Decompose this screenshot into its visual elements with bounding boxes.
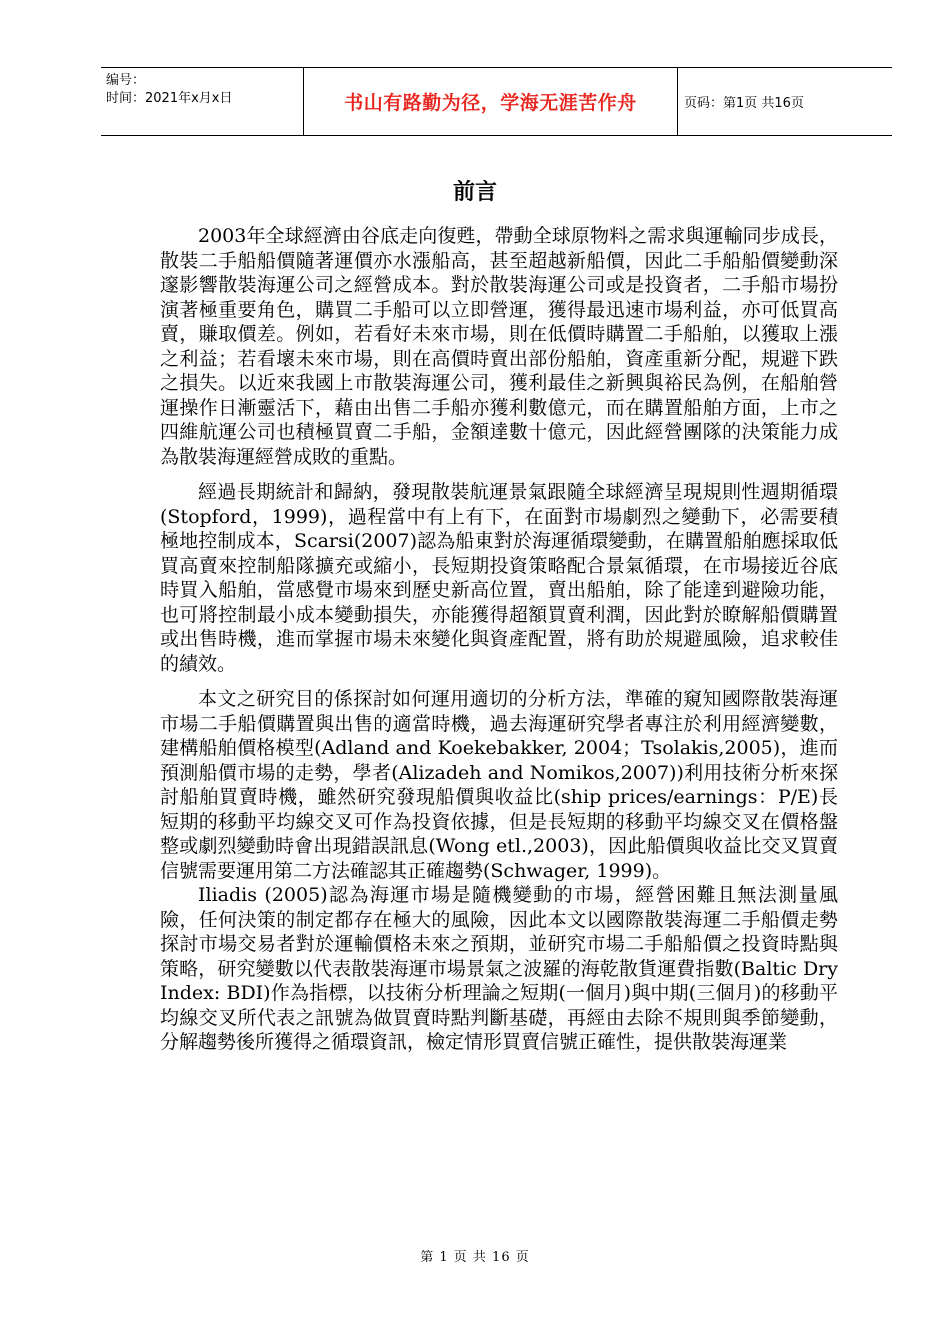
document-time-label: 时间：2021年x月x日 xyxy=(106,91,233,106)
header-bottom-rule xyxy=(101,135,892,136)
paragraph: 經過長期統計和歸納，發現散裝航運景氣跟隨全球經濟呈現規則性週期循環(Stopford，1999)，過程當中有上有下，在面對市場劇烈之變動下，必需要積極地控制成本，Scarsi(2007)認為船東對於海運循環變動，在購置船舶應採取低買高賣來控制船隊擴充或縮小，長短期投資策略配合景氣循環，在市場接近谷底時買入船舶，當感覺市場來到歷史新高位置，賣出船舶，除了能達到避險功能，也可將控制最小成本變動損失，亦能獲得超額買賣利潤，因此對於瞭解船價購置或出售時機，進而掌握市場未來變化與資產配置，將有助於規避風險，追求較佳的績效。 xyxy=(160,481,838,675)
header-motto: 书山有路勤为径，学海无涯苦作舟 xyxy=(344,92,637,114)
document-body xyxy=(160,224,838,1055)
header-divider xyxy=(677,68,678,135)
paragraph: Iliadis (2005)認為海運市場是隨機變動的市場，經營困難且無法測量風險，任何決策的制定都存在極大的風險，因此本文以國際散裝海運二手船價走勢探討市場交易者對於運輸價格未來之預期，並研究市場二手船船價之投資時點與策略，研究變數以代表散裝海運市場景氣之波羅的海乾散貨運費指數(Baltic Dry Index: BDI)作為指標，以技術分析理論之短期(一個月)與中期(三個月)的移動平均線交叉所代表之訊號為做買賣時點判斷基礎，再經由去除不規則與季節變動，分解趨勢後所獲得之循環資訊，檢定情形買賣信號正確性，提供散裝海運業 xyxy=(160,884,838,1053)
page-footer: 第 1 页 共 16 页 xyxy=(420,1250,530,1265)
document-number-label: 编号： xyxy=(106,73,146,88)
page-title: 前言 xyxy=(452,179,497,205)
paragraph: 2003年全球經濟由谷底走向復甦，帶動全球原物料之需求與運輸同步成長，散裝二手船船價隨著運價亦水漲船高，甚至超越新船價，因此二手船船價變動深邃影響散裝海運公司之經營成本。對於散裝海運公司或是投資者，二手船市場扮演著極重要角色，購買二手船可以立即營運，獲得最迅速市場利益，亦可低買高賣，賺取價差。例如，若看好未來市場，則在低價時購置二手船舶，以獲取上漲之利益；若看壞未來市場，則在高價時賣出部份船舶，資產重新分配，規避下跌之損失。以近來我國上市散裝海運公司，獲利最佳之新興與裕民為例，在船舶營運操作日漸靈活下，藉由出售二手船亦獲利數億元，而在購置船舶方面，上市之四維航運公司也積極買賣二手船，金額達數十億元，因此經營團隊的決策能力成為散裝海運經營成敗的重點。 xyxy=(160,225,838,468)
header-meta xyxy=(106,72,232,108)
paragraph: 本文之研究目的係探討如何運用適切的分析方法，準確的窺知國際散裝海運市場二手船價購置與出售的適當時機，過去海運研究學者專注於利用經濟變數，建構船舶價格模型(Adland and Koekebakker, 2004；Tsolakis,2005)，進而預測船價市場的走勢，學者(Alizadeh and Nomikos,2007))利用技術分析來探討船舶買賣時機，雖然研究發現船價與收益比(ship prices/earnings：P/E)長短期的移動平均線交叉可作為投資依據，但是長短期的移動平均線交叉在價格盤整或劇烈變動時會出現錯誤訊息(Wong etl.,2003)，因此船價與收益比交叉買賣信號需要運用第二方法確認其正確趨勢(Schwager, 1999)。 xyxy=(160,688,838,882)
header-page-code: 页码：第1页 共16页 xyxy=(684,96,804,111)
